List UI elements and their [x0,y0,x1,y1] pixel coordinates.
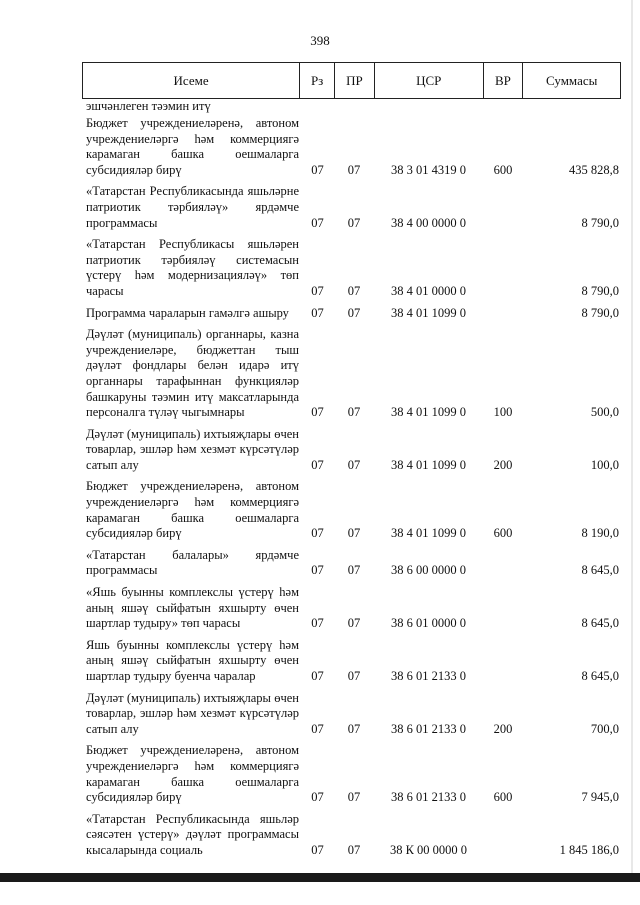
row-vr: 200 [493,457,513,472]
row-rz: 07 [311,563,324,578]
table-row [82,691,621,738]
header-rz: Рз [299,63,334,98]
row-rz: 07 [311,162,324,177]
row-vr: 100 [493,405,513,420]
header-csr: ЦСР [374,63,483,98]
page-number: 398 [310,33,330,48]
row-sum: 435 828,8 [569,162,619,177]
row-pr: 07 [347,215,361,230]
scan-edge [631,0,633,873]
row-name: Дәүләт (муниципаль) ихтыяҗлары өчен товарлар, эшләр һәм хезмәт күрсәтүләр сатып алу [86,690,299,736]
continuation-line: эшчәнлеген тәэмин итү [86,99,211,113]
row-csr: 38 6 00 0000 0 [391,563,466,578]
header-sum: Суммасы [522,63,620,98]
row-name: Бюджет учреждениеләренә, автоном учреждениеләргә һәм коммерциягә карамаган башка оешмаларга субсидияләр бирү [86,743,299,805]
row-sum: 7 945,0 [581,790,619,805]
row-sum: 100,0 [590,457,619,472]
row-rz: 07 [311,457,324,472]
row-name: Бюджет учреждениеләренә, автоном учреждениеләргә һәм коммерциягә карамаган башка оешмаларга субсидияләр бирү [86,479,299,541]
row-csr: 38 4 00 0000 0 [391,215,466,230]
table-row [82,116,621,178]
row-pr: 07 [347,162,361,177]
row-csr: 38 4 01 1099 0 [391,405,466,420]
table-row [82,585,621,632]
row-sum: 8 645,0 [581,616,619,631]
row-vr: 200 [493,721,513,736]
row-sum: 8 790,0 [581,305,619,320]
table-header [82,62,621,99]
row-vr: 600 [493,162,513,177]
row-rz: 07 [311,405,324,420]
table-row [82,184,621,231]
row-rz: 07 [311,526,324,541]
row-pr: 07 [347,563,361,578]
row-name: «Татарстан балалары» ярдәмче программасы [86,547,299,578]
row-sum: 1 845 186,0 [559,842,619,857]
row-rz: 07 [311,669,324,683]
row-vr: 600 [493,790,513,805]
row-pr: 07 [347,790,361,805]
table-row [82,479,621,541]
row-name: «Яшь буынны комплекслы үстерү һәм аның яшәү сыйфатын яхшырту өчен шартлар тудыру» төп чарасы [86,585,299,631]
row-rz: 07 [311,721,324,736]
row-pr: 07 [347,721,361,736]
row-csr: 38 6 01 2133 0 [391,721,466,736]
header-pr: ПР [334,63,374,98]
row-csr: 38 К 00 0000 0 [389,842,468,857]
row-csr: 38 4 01 0000 0 [391,283,466,298]
row-sum: 8 790,0 [581,283,619,298]
table-row [82,306,621,322]
row-name: Яшь буынны комплекслы үстерү һәм аның яшәү сыйфатын яхшырту өчен шартлар тудыру буенча чаралар [86,637,299,683]
row-pr: 07 [347,405,361,420]
row-csr: 38 3 01 4319 0 [391,162,466,177]
row-csr: 38 6 01 0000 0 [391,616,466,631]
row-sum: 8 645,0 [581,669,619,683]
row-name: Дәүләт (муниципаль) ихтыяҗлары өчен товарлар, эшләр һәм хезмәт күрсәтүләр сатып алу [86,426,299,472]
table-row [82,427,621,474]
row-name: «Татарстан Республикасы яшьләрен патриотик тәрбияләү системасын үстерү һәм модернизацияләү» төп чарасы [86,237,299,298]
row-vr: 600 [493,526,513,541]
row-csr: 38 4 01 1099 0 [391,457,466,472]
row-rz: 07 [311,305,324,320]
row-pr: 07 [347,283,361,298]
table-row [82,638,621,685]
table-row [82,548,621,579]
row-rz: 07 [311,842,324,857]
row-sum: 8 790,0 [581,215,619,230]
row-rz: 07 [311,790,324,805]
row-rz: 07 [311,616,324,631]
table-row [82,237,621,299]
row-csr: 38 4 01 1099 0 [391,305,466,320]
table-body [82,99,621,859]
row-name: «Татарстан Республикасында яшьләр сәясәтен үстерү» дәүләт программасы кысаларында социаль [86,811,299,857]
row-rz: 07 [311,283,324,298]
header-name: Исеме [173,72,209,88]
table-row [82,743,621,805]
row-pr: 07 [347,457,361,472]
row-sum: 8 190,0 [581,526,619,541]
row-csr: 38 4 01 1099 0 [391,526,466,541]
row-name: «Татарстан Республикасында яшьләрне патриотик тәрбияләү» ярдәмче программасы [86,184,299,230]
table-row [82,812,621,859]
row-pr: 07 [347,669,361,683]
row-pr: 07 [347,842,361,857]
row-csr: 38 6 01 2133 0 [391,790,466,805]
row-name: Бюджет учреждениеләренә, автоном учреждениеләргә һәм коммерциягә карамаган башка оешмаларга субсидияләр бирү [86,116,299,177]
row-sum: 700,0 [590,721,619,736]
scan-bottom-bar [0,873,640,882]
header-vr: ВР [483,63,523,98]
row-name: Программа чараларын гамәлгә ашыру [86,305,289,320]
row-sum: 500,0 [590,405,619,420]
row-rz: 07 [311,215,324,230]
row-csr: 38 6 01 2133 0 [391,669,466,683]
table-row [82,327,621,421]
row-name: Дәүләт (муниципаль) органнары, казна учреждениеләре, бюджеттан тыш дәүләт фондлары белән идарә итү органнары тарафыннан функцияләр башкаруны тәэмин итү максатларында персоналга түләү чыгымнары [86,327,299,420]
row-pr: 07 [347,305,361,320]
row-sum: 8 645,0 [581,563,619,578]
row-pr: 07 [347,616,361,631]
row-pr: 07 [347,526,361,541]
